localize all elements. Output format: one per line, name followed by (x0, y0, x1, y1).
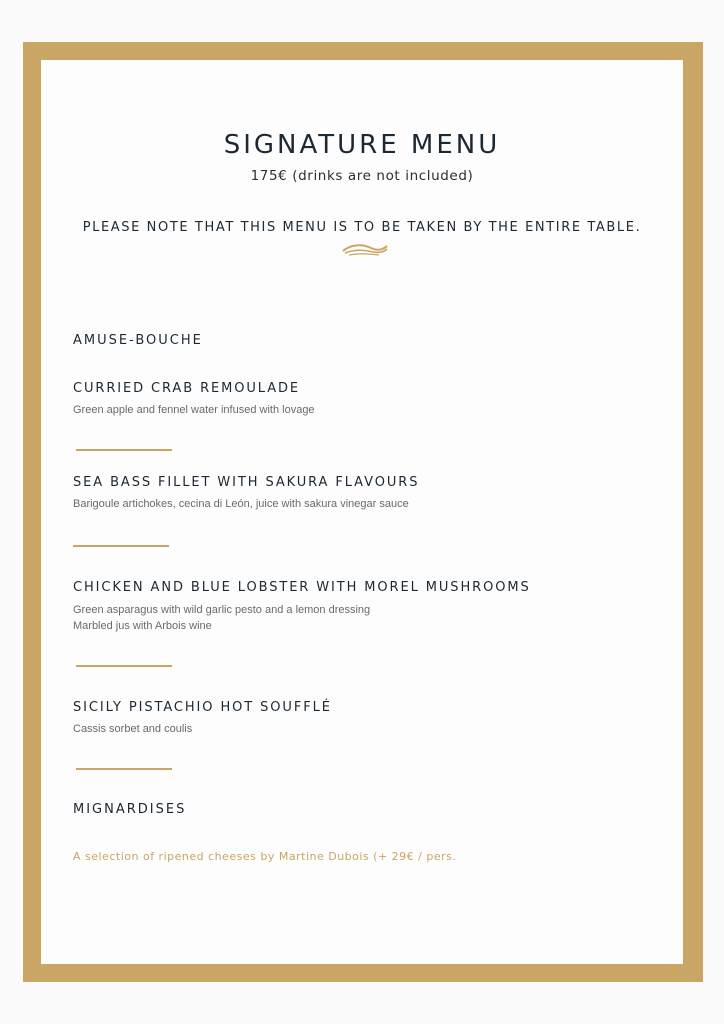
gold-border-frame (23, 42, 703, 982)
menu-card (41, 60, 683, 964)
course-title-chicken-lobster: CHICKEN AND BLUE LOBSTER WITH MOREL MUSHROOMS (73, 580, 531, 595)
gold-divider (73, 545, 169, 547)
course-title-crab: CURRIED CRAB REMOULADE (73, 381, 301, 396)
mignardises-heading: MIGNARDISES (73, 802, 187, 817)
course-desc-crab: Green apple and fennel water infused with lovage (73, 404, 315, 416)
gold-divider (76, 768, 172, 770)
menu-price: 175€ (drinks are not included) (250, 168, 474, 184)
cheese-supplement: A selection of ripened cheeses by Martine Dubois (+ 29€ / pers. (73, 850, 457, 863)
table-note: PLEASE NOTE THAT THIS MENU IS TO BE TAKEN BY THE ENTIRE TABLE. (82, 220, 642, 235)
course-desc-chicken-lobster-2: Marbled jus with Arbois wine (73, 620, 212, 632)
menu-title: SIGNATURE MENU (223, 130, 501, 160)
gold-divider (76, 665, 172, 667)
course-desc-sea-bass: Barigoule artichokes, cecina di León, juice with sakura vinegar sauce (73, 498, 409, 510)
amuse-bouche-heading: AMUSE-BOUCHE (73, 333, 203, 348)
course-desc-chicken-lobster-1: Green asparagus with wild garlic pesto and a lemon dressing (73, 604, 371, 616)
course-title-souffle: SICILY PISTACHIO HOT SOUFFLÉ (73, 700, 332, 715)
course-desc-souffle: Cassis sorbet and coulis (73, 723, 193, 735)
flourish-icon (341, 240, 389, 258)
course-title-sea-bass: SEA BASS FILLET WITH SAKURA FLAVOURS (73, 475, 420, 490)
gold-divider (76, 449, 172, 451)
